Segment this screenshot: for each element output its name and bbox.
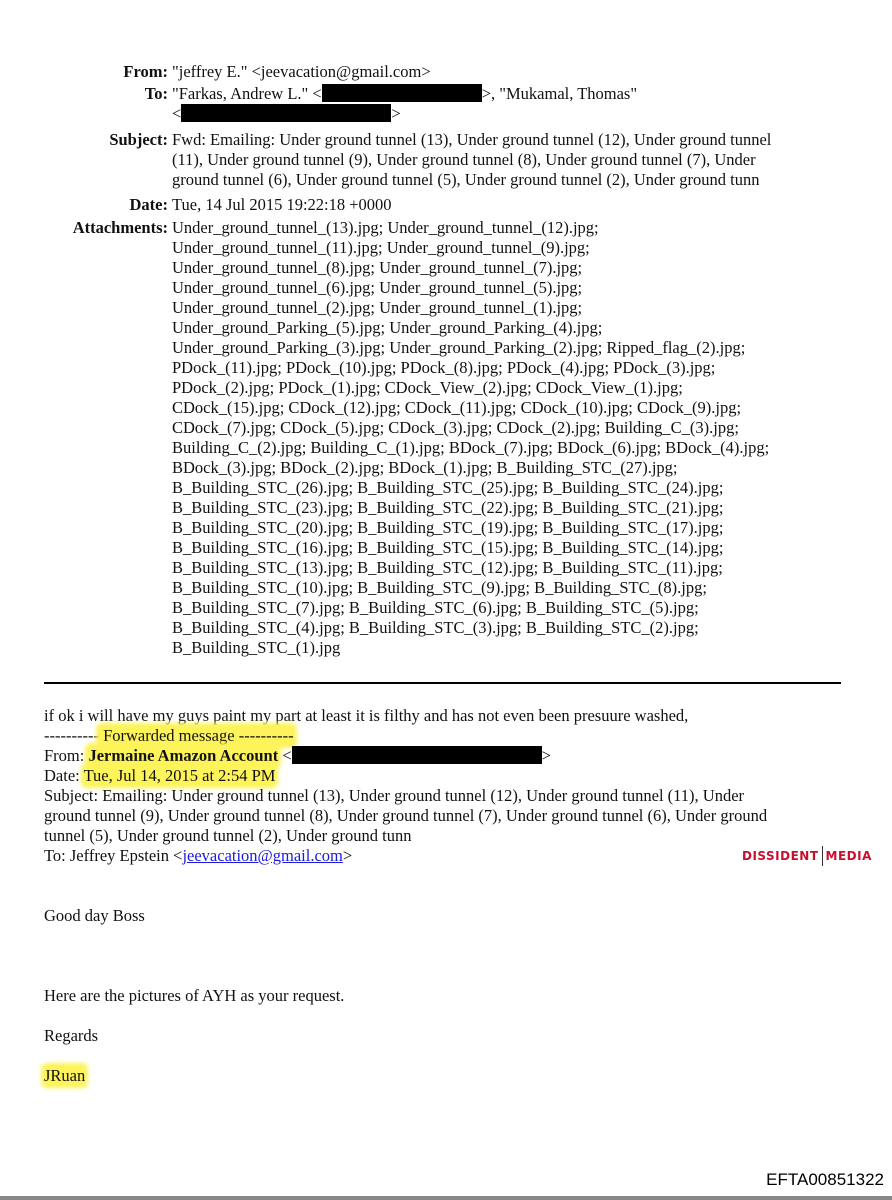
attachment-line: B_Building_STC_(7).jpg; B_Building_STC_(6).jpg; B_Building_STC_(5).jpg;	[172, 598, 699, 617]
to-label: To:	[144, 84, 168, 103]
attachment-line: Under_ground_tunnel_(8).jpg; Under_ground_tunnel_(7).jpg;	[172, 258, 583, 277]
fwd-from-close: >	[541, 746, 551, 765]
to-recipient-1: "Farkas, Andrew L." <	[172, 84, 322, 103]
attachment-line: Under_ground_Parking_(3).jpg; Under_ground_Parking_(2).jpg; Ripped_flag_(2).jpg;	[172, 338, 746, 357]
fwd-to-close: >	[342, 846, 353, 865]
bottom-border	[0, 1196, 892, 1200]
message-text: Here are the pictures of AYH as your request.	[44, 986, 345, 1005]
watermark-right: MEDIA	[825, 849, 872, 863]
subject-line: ground tunnel (6), Under ground tunnel (5), Under ground tunnel (2), Under ground tunn	[172, 170, 760, 189]
email-header	[0, 62, 892, 658]
forwarded-message-label: Forwarded message ----------	[98, 726, 294, 745]
fwd-from-row	[44, 746, 864, 766]
fwd-subject-line: tunnel (5), Under ground tunnel (2), Under ground tunn	[44, 826, 412, 845]
attachments-row	[0, 218, 892, 658]
fwd-dashes: ----------	[44, 726, 99, 745]
attachment-line: B_Building_STC_(26).jpg; B_Building_STC_(25).jpg; B_Building_STC_(24).jpg;	[172, 478, 724, 497]
redaction-box	[292, 746, 542, 764]
attachment-line: CDock_(7).jpg; CDock_(5).jpg; CDock_(3).jpg; CDock_(2).jpg; Building_C_(3).jpg;	[172, 418, 739, 437]
watermark-left: DISSIDENT	[742, 849, 819, 863]
fwd-subject-line: ground tunnel (9), Under ground tunnel (8), Under ground tunnel (7), Under ground tunnel (6), Under ground	[44, 806, 768, 825]
attachment-line: B_Building_STC_(10).jpg; B_Building_STC_(9).jpg; B_Building_STC_(8).jpg;	[172, 578, 707, 597]
attachment-line: B_Building_STC_(20).jpg; B_Building_STC_(19).jpg; B_Building_STC_(17).jpg;	[172, 518, 724, 537]
regards: Regards	[44, 1026, 99, 1045]
date-label: Date:	[129, 195, 168, 214]
attachments-label: Attachments:	[72, 218, 168, 237]
fwd-date-value: Tue, Jul 14, 2015 at 2:54 PM	[83, 766, 276, 785]
attachments-list	[172, 218, 892, 658]
from-row	[0, 62, 892, 82]
subject-value	[172, 130, 892, 190]
to-bracket-open: <	[172, 104, 182, 123]
attachment-line: Under_ground_Parking_(5).jpg; Under_ground_Parking_(4).jpg;	[172, 318, 603, 337]
subject-label: Subject:	[109, 130, 168, 149]
fwd-to-row	[44, 846, 864, 866]
to-recipient-2: >, "Mukamal, Thomas"	[481, 84, 638, 103]
attachment-line: B_Building_STC_(13).jpg; B_Building_STC_(12).jpg; B_Building_STC_(11).jpg;	[172, 558, 723, 577]
signature: JRuan	[44, 1066, 86, 1085]
attachment-line: Under_ground_tunnel_(2).jpg; Under_ground_tunnel_(1).jpg;	[172, 298, 583, 317]
fwd-to-label: To: Jeffrey Epstein <	[44, 846, 183, 865]
from-value: "jeffrey E." <jeevacation@gmail.com>	[172, 62, 431, 81]
fwd-from-open: <	[278, 746, 292, 765]
date-row	[0, 195, 892, 215]
document-id: EFTA00851322	[766, 1170, 884, 1189]
forwarded-header	[44, 726, 864, 746]
to-value	[172, 84, 892, 124]
fwd-to-email-link[interactable]: jeevacation@gmail.com	[182, 846, 343, 865]
attachment-line: B_Building_STC_(1).jpg	[172, 638, 341, 657]
redaction-box	[322, 84, 482, 102]
fwd-subject-line: Subject: Emailing: Under ground tunnel (13), Under ground tunnel (12), Under ground tunnel (11), Under	[44, 786, 745, 805]
attachment-line: Building_C_(2).jpg; Building_C_(1).jpg; BDock_(7).jpg; BDock_(6).jpg; BDock_(4).jpg;	[172, 438, 770, 457]
from-label: From:	[123, 62, 168, 81]
date-value: Tue, 14 Jul 2015 19:22:18 +0000	[172, 195, 392, 214]
divider	[44, 682, 841, 684]
subject-line: Fwd: Emailing: Under ground tunnel (13), Under ground tunnel (12), Under ground tunnel	[172, 130, 772, 149]
subject-line: (11), Under ground tunnel (9), Under ground tunnel (8), Under ground tunnel (7), Under	[172, 150, 756, 169]
attachment-line: B_Building_STC_(23).jpg; B_Building_STC_(22).jpg; B_Building_STC_(21).jpg;	[172, 498, 724, 517]
greeting: Good day Boss	[44, 906, 145, 925]
to-row	[0, 84, 892, 124]
attachment-line: B_Building_STC_(16).jpg; B_Building_STC_(15).jpg; B_Building_STC_(14).jpg;	[172, 538, 724, 557]
fwd-from-name: Jermaine Amazon Account	[88, 746, 279, 765]
email-body	[44, 706, 864, 1086]
watermark-divider	[822, 846, 823, 866]
fwd-from-label: From:	[44, 746, 89, 765]
redaction-box	[181, 104, 391, 122]
attachment-line: PDock_(2).jpg; PDock_(1).jpg; CDock_View_(2).jpg; CDock_View_(1).jpg;	[172, 378, 683, 397]
intro-text: if ok i will have my guys paint my part at least it is filthy and has not even been presuure washed,	[44, 706, 689, 725]
subject-row	[0, 130, 892, 190]
attachment-line: Under_ground_tunnel_(13).jpg; Under_ground_tunnel_(12).jpg;	[172, 218, 599, 237]
fwd-date-label: Date:	[44, 766, 84, 785]
fwd-date-row	[44, 766, 864, 786]
attachment-line: PDock_(11).jpg; PDock_(10).jpg; PDock_(8).jpg; PDock_(4).jpg; PDock_(3).jpg;	[172, 358, 716, 377]
attachment-line: BDock_(3).jpg; BDock_(2).jpg; BDock_(1).jpg; B_Building_STC_(27).jpg;	[172, 458, 678, 477]
to-bracket-close: >	[391, 104, 401, 123]
attachment-line: Under_ground_tunnel_(11).jpg; Under_ground_tunnel_(9).jpg;	[172, 238, 590, 257]
watermark-logo	[742, 846, 872, 866]
attachment-line: B_Building_STC_(4).jpg; B_Building_STC_(3).jpg; B_Building_STC_(2).jpg;	[172, 618, 699, 637]
attachment-line: Under_ground_tunnel_(6).jpg; Under_ground_tunnel_(5).jpg;	[172, 278, 583, 297]
attachment-line: CDock_(15).jpg; CDock_(12).jpg; CDock_(11).jpg; CDock_(10).jpg; CDock_(9).jpg;	[172, 398, 742, 417]
